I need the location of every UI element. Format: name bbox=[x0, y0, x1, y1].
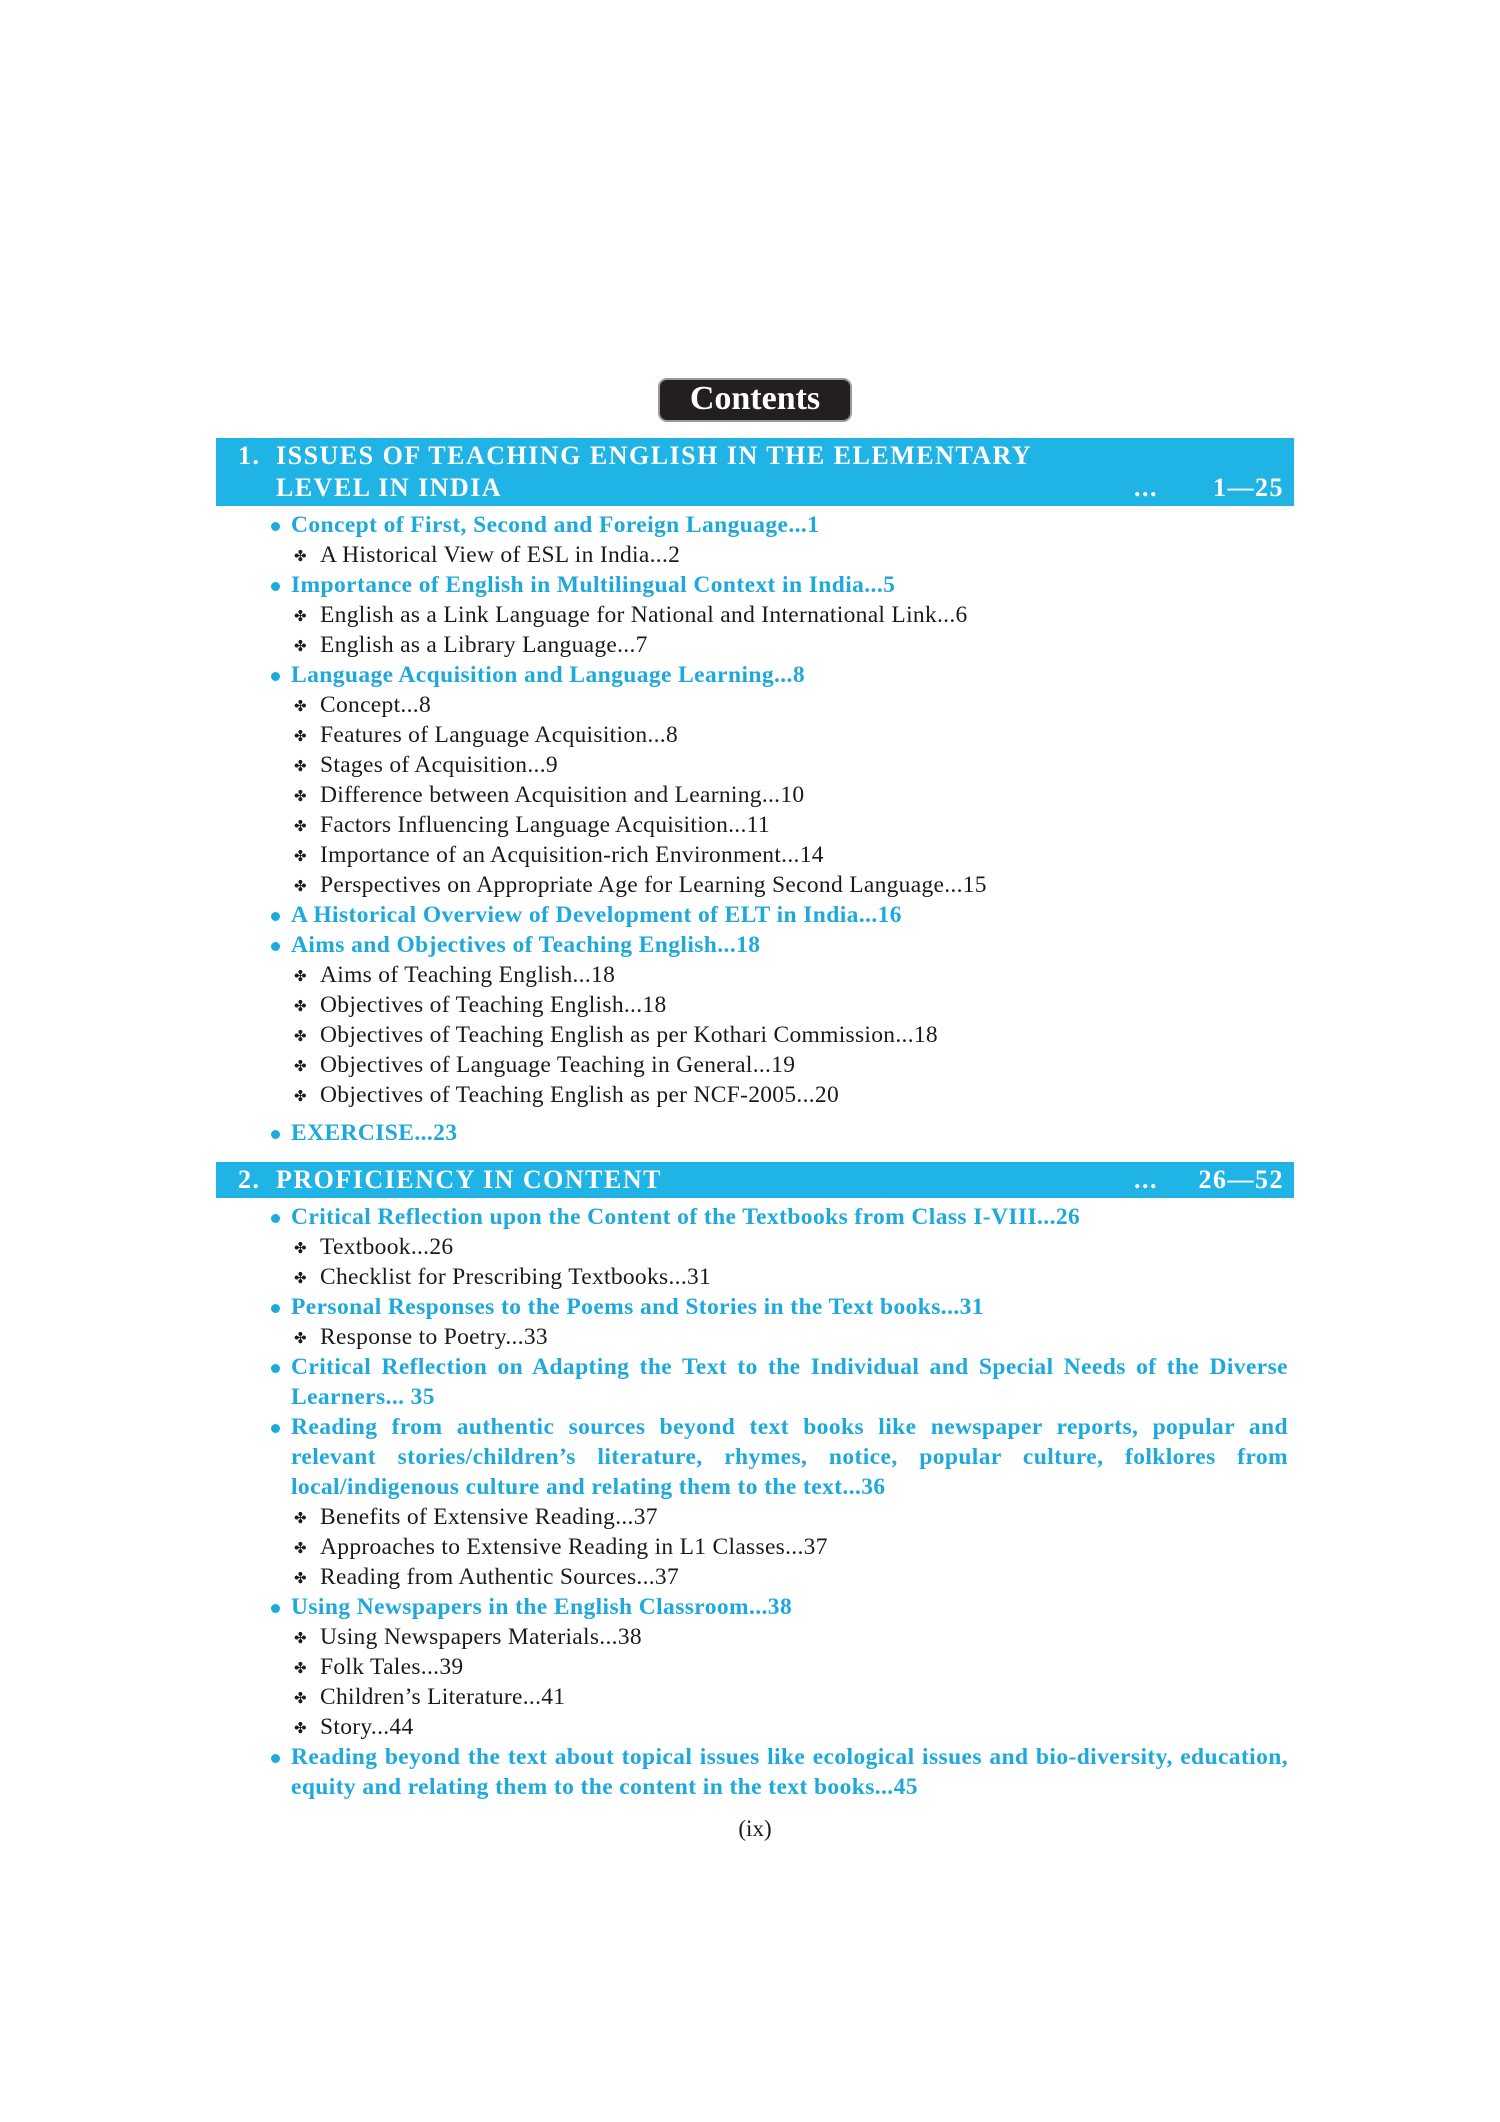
toc-subsection-title: Objectives of Teaching English as per NCF-2005...20 bbox=[320, 1082, 840, 1108]
cross-bullet-icon: ✤ bbox=[294, 817, 307, 835]
cross-bullet-icon: ✤ bbox=[294, 1269, 307, 1287]
cross-bullet-icon: ✤ bbox=[294, 1719, 307, 1737]
toc-section-title: EXERCISE...23 bbox=[291, 1120, 458, 1146]
toc-subsection-title: Features of Language Acquisition...8 bbox=[320, 722, 678, 748]
toc-section-link[interactable] bbox=[271, 1118, 1294, 1148]
toc-subsection-title: Textbook...26 bbox=[320, 1234, 454, 1260]
toc-subsection-title: Response to Poetry...33 bbox=[320, 1324, 548, 1350]
toc-subsection-title: Approaches to Extensive Reading in L1 Classes...37 bbox=[320, 1534, 828, 1560]
chapter-1-number: 1. bbox=[238, 441, 261, 470]
toc-subsection-link[interactable] bbox=[271, 1232, 1294, 1262]
toc-section bbox=[271, 1292, 1294, 1352]
toc-section-title: Concept of First, Second and Foreign Language...1 bbox=[291, 512, 820, 538]
toc-subsection-title: Concept...8 bbox=[320, 692, 431, 718]
toc-section bbox=[271, 570, 1294, 660]
cross-bullet-icon: ✤ bbox=[294, 757, 307, 775]
contents-page bbox=[216, 378, 1294, 1842]
toc-subsection-title: Objectives of Teaching English...18 bbox=[320, 992, 667, 1018]
toc-section bbox=[271, 1412, 1294, 1592]
cross-bullet-icon: ✤ bbox=[294, 547, 307, 565]
toc-subsection-title: A Historical View of ESL in India...2 bbox=[320, 542, 681, 568]
cross-bullet-icon: ✤ bbox=[294, 1509, 307, 1527]
toc-subsection-link[interactable] bbox=[271, 1712, 1294, 1742]
toc-subsection-link[interactable] bbox=[271, 1262, 1294, 1292]
toc-subsection-title: Importance of an Acquisition-rich Environment...14 bbox=[320, 842, 824, 868]
bullet-icon bbox=[271, 942, 280, 951]
cross-bullet-icon: ✤ bbox=[294, 1569, 307, 1587]
bullet-icon bbox=[271, 1424, 280, 1433]
cross-bullet-icon: ✤ bbox=[294, 787, 307, 805]
toc-subsection-title: Checklist for Prescribing Textbooks...31 bbox=[320, 1264, 712, 1290]
chapter-2-title: PROFICIENCY IN CONTENT bbox=[276, 1165, 662, 1194]
toc-section-link[interactable] bbox=[271, 510, 1294, 540]
toc-section-link[interactable] bbox=[271, 1742, 1294, 1802]
bullet-icon bbox=[271, 1130, 280, 1139]
toc-section-link[interactable] bbox=[271, 660, 1294, 690]
toc-subsection-link[interactable] bbox=[271, 810, 1294, 840]
toc-section-title: Personal Responses to the Poems and Stories in the Text books...31 bbox=[291, 1294, 984, 1320]
toc-section-link[interactable] bbox=[271, 1352, 1294, 1412]
toc-section-link[interactable] bbox=[271, 570, 1294, 600]
chapter-1-page-range: 1—25 bbox=[1213, 473, 1284, 502]
toc-subsection-link[interactable] bbox=[271, 1682, 1294, 1712]
toc-subsection-link[interactable] bbox=[271, 1502, 1294, 1532]
chapter-1-header[interactable] bbox=[216, 438, 1294, 506]
cross-bullet-icon: ✤ bbox=[294, 1689, 307, 1707]
bullet-icon bbox=[271, 1604, 280, 1613]
toc-section bbox=[271, 1592, 1294, 1742]
toc-subsection-link[interactable] bbox=[271, 720, 1294, 750]
toc-subsection-title: Aims of Teaching English...18 bbox=[320, 962, 616, 988]
toc-section-link[interactable] bbox=[271, 1592, 1294, 1622]
bullet-icon bbox=[271, 1214, 280, 1223]
cross-bullet-icon: ✤ bbox=[294, 727, 307, 745]
toc-subsection-link[interactable] bbox=[271, 1652, 1294, 1682]
cross-bullet-icon: ✤ bbox=[294, 1057, 307, 1075]
toc-subsection-title: Difference between Acquisition and Learning...10 bbox=[320, 782, 805, 808]
cross-bullet-icon: ✤ bbox=[294, 697, 307, 715]
toc-section-title: Language Acquisition and Language Learning...8 bbox=[291, 662, 805, 688]
toc-section-title: Critical Reflection upon the Content of the Textbooks from Class I-VIII...26 bbox=[291, 1204, 1081, 1230]
page-number: (ix) bbox=[738, 1816, 772, 1841]
bullet-icon bbox=[271, 522, 280, 531]
cross-bullet-icon: ✤ bbox=[294, 1027, 307, 1045]
bullet-icon bbox=[271, 912, 280, 921]
cross-bullet-icon: ✤ bbox=[294, 1329, 307, 1347]
toc-section-title: A Historical Overview of Development of ELT in India...16 bbox=[291, 902, 902, 928]
toc-subsection-link[interactable] bbox=[271, 840, 1294, 870]
cross-bullet-icon: ✤ bbox=[294, 1087, 307, 1105]
toc-subsection-link[interactable] bbox=[271, 1622, 1294, 1652]
toc-subsection-link[interactable] bbox=[271, 1562, 1294, 1592]
chapter-2-page-range: 26—52 bbox=[1198, 1165, 1284, 1194]
toc-subsection-title: English as a Link Language for National and International Link...6 bbox=[320, 602, 968, 628]
toc-subsection-link[interactable] bbox=[271, 870, 1294, 900]
toc-section-title: Reading from authentic sources beyond text books like newspaper reports, popular and relevant stories/children’s literature, rhymes, notice, popular culture, folklores from local/indigenous culture and relating them to the text...36 bbox=[291, 1414, 1288, 1500]
toc-subsection-link[interactable] bbox=[271, 1532, 1294, 1562]
toc-subsection-link[interactable] bbox=[271, 990, 1294, 1020]
toc-section-title: Aims and Objectives of Teaching English...18 bbox=[291, 932, 761, 958]
toc-section bbox=[271, 930, 1294, 1110]
bullet-icon bbox=[271, 672, 280, 681]
cross-bullet-icon: ✤ bbox=[294, 967, 307, 985]
chapter-2-header[interactable] bbox=[216, 1162, 1294, 1198]
toc-subsection-title: Using Newspapers Materials...38 bbox=[320, 1624, 642, 1650]
toc-subsection-link[interactable] bbox=[271, 750, 1294, 780]
page-title: Contents bbox=[658, 378, 852, 422]
chapter-1-leader-dots: ... bbox=[1134, 473, 1158, 502]
toc-subsection-title: Folk Tales...39 bbox=[320, 1654, 464, 1680]
bullet-icon bbox=[271, 1304, 280, 1313]
toc-subsection-title: Reading from Authentic Sources...37 bbox=[320, 1564, 680, 1590]
chapter-2-sections bbox=[216, 1202, 1294, 1802]
toc-subsection-link[interactable] bbox=[271, 690, 1294, 720]
toc-section-title: Using Newspapers in the English Classroom...38 bbox=[291, 1594, 793, 1620]
toc-subsection-title: English as a Library Language...7 bbox=[320, 632, 648, 658]
toc-subsection-title: Children’s Literature...41 bbox=[320, 1684, 566, 1710]
toc-section-link[interactable] bbox=[271, 930, 1294, 960]
toc-subsection-link[interactable] bbox=[271, 600, 1294, 630]
cross-bullet-icon: ✤ bbox=[294, 1629, 307, 1647]
toc-section bbox=[271, 510, 1294, 570]
toc-subsection-title: Objectives of Teaching English as per Kothari Commission...18 bbox=[320, 1022, 938, 1048]
toc-section-title: Importance of English in Multilingual Context in India...5 bbox=[291, 572, 896, 598]
cross-bullet-icon: ✤ bbox=[294, 847, 307, 865]
toc-subsection-title: Stages of Acquisition...9 bbox=[320, 752, 558, 778]
chapter-2-leader-dots: ... bbox=[1134, 1165, 1158, 1194]
title-wrap bbox=[216, 378, 1294, 422]
toc-subsection-link[interactable] bbox=[271, 540, 1294, 570]
toc-section bbox=[271, 1352, 1294, 1412]
cross-bullet-icon: ✤ bbox=[294, 607, 307, 625]
toc-section bbox=[271, 660, 1294, 900]
toc-subsection-link[interactable] bbox=[271, 1020, 1294, 1050]
bullet-icon bbox=[271, 582, 280, 591]
toc-subsection-link[interactable] bbox=[271, 1322, 1294, 1352]
cross-bullet-icon: ✤ bbox=[294, 997, 307, 1015]
toc-subsection-link[interactable] bbox=[271, 1050, 1294, 1080]
cross-bullet-icon: ✤ bbox=[294, 1539, 307, 1557]
bullet-icon bbox=[271, 1754, 280, 1763]
toc-subsection-title: Factors Influencing Language Acquisition...11 bbox=[320, 812, 770, 838]
toc-subsection-title: Story...44 bbox=[320, 1714, 414, 1740]
toc-subsection-link[interactable] bbox=[271, 780, 1294, 810]
toc-subsection-title: Benefits of Extensive Reading...37 bbox=[320, 1504, 658, 1530]
cross-bullet-icon: ✤ bbox=[294, 877, 307, 895]
toc-section bbox=[271, 1202, 1294, 1292]
cross-bullet-icon: ✤ bbox=[294, 637, 307, 655]
toc-subsection-link[interactable] bbox=[271, 960, 1294, 990]
bullet-icon bbox=[271, 1364, 280, 1373]
toc-section bbox=[271, 1118, 1294, 1148]
toc-section-link[interactable] bbox=[271, 900, 1294, 930]
cross-bullet-icon: ✤ bbox=[294, 1659, 307, 1677]
chapter-1-sections bbox=[216, 510, 1294, 1148]
toc-section-link[interactable] bbox=[271, 1412, 1294, 1502]
toc-section-title: Critical Reflection on Adapting the Text to the Individual and Special Needs of the Diverse Learners... 35 bbox=[291, 1354, 1288, 1410]
toc-subsection-link[interactable] bbox=[271, 1080, 1294, 1110]
toc-section-link[interactable] bbox=[271, 1202, 1294, 1232]
toc-section-link[interactable] bbox=[271, 1292, 1294, 1322]
cross-bullet-icon: ✤ bbox=[294, 1239, 307, 1257]
toc-section bbox=[271, 1742, 1294, 1802]
chapter-2-number: 2. bbox=[238, 1165, 261, 1194]
toc-subsection-title: Objectives of Language Teaching in General...19 bbox=[320, 1052, 796, 1078]
toc-section bbox=[271, 900, 1294, 930]
toc-subsection-link[interactable] bbox=[271, 630, 1294, 660]
toc-section-title: Reading beyond the text about topical issues like ecological issues and bio-diversity, education, equity and relating them to the content in the text books...45 bbox=[291, 1744, 1288, 1800]
toc-subsection-title: Perspectives on Appropriate Age for Learning Second Language...15 bbox=[320, 872, 987, 898]
chapter-1-title-line2: LEVEL IN INDIA bbox=[276, 473, 503, 502]
chapter-1-title-line1: ISSUES OF TEACHING ENGLISH IN THE ELEMENTARY bbox=[276, 441, 1033, 470]
